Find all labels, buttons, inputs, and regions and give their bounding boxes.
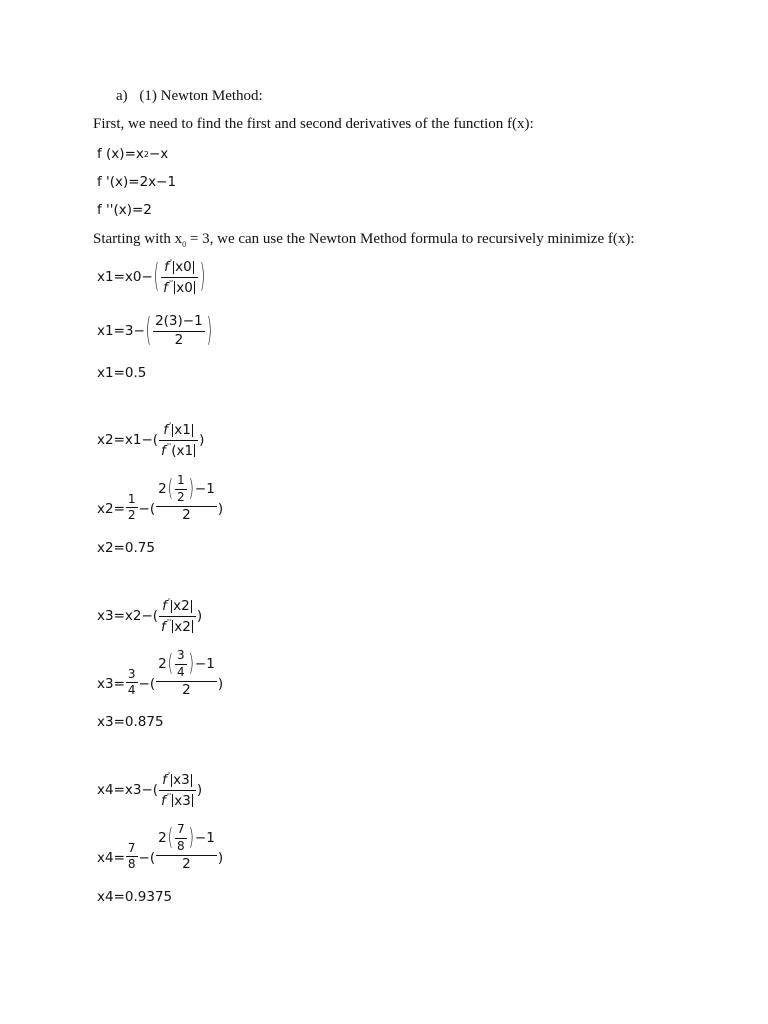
iter2-sub-den: 2 <box>182 506 191 523</box>
paren-open: ( <box>167 823 173 851</box>
iter4-value-fraction <box>126 842 138 873</box>
start-text <box>93 231 635 249</box>
section-title: (1) Newton Method: <box>139 88 263 104</box>
abs-bar <box>192 424 193 437</box>
abs-bar <box>192 794 193 807</box>
paren-open: ( <box>145 311 152 351</box>
f-symbol: f <box>161 618 166 635</box>
iter4-num <box>160 771 195 789</box>
coef-two: 2 <box>158 829 167 846</box>
iter2-value-den: 2 <box>127 508 136 523</box>
iter4-inner-den: 8 <box>177 838 185 853</box>
iter4-sub-num <box>156 823 217 854</box>
iter1-num-arg: x0 <box>175 259 192 275</box>
minus-one: −1 <box>194 655 215 672</box>
abs-bar <box>192 620 193 633</box>
iter2-den-arg: x1 <box>176 442 194 459</box>
paren-close: ) <box>206 311 212 351</box>
iter3-result: x3=0.875 <box>97 714 164 730</box>
iter3-fraction <box>159 597 196 635</box>
abs-bar <box>194 444 195 457</box>
iter3-inner-fraction <box>175 649 187 680</box>
iter1-num <box>162 258 197 276</box>
section-label: a) <box>116 88 128 104</box>
prime-mark: ' <box>169 258 173 267</box>
fraction-bar <box>159 790 196 791</box>
iter3-inner-num: 3 <box>177 648 185 662</box>
prime-mark: ' <box>169 421 172 430</box>
iter4-result: x4=0.9375 <box>97 889 173 905</box>
iter3-formula <box>97 597 202 635</box>
paren-open: ( <box>171 442 177 459</box>
fraction-bar <box>161 277 198 278</box>
iter1-sub-fraction <box>153 314 205 348</box>
iter4-fraction <box>159 771 196 809</box>
paren-close: ) <box>199 432 205 449</box>
iter1-fraction <box>161 258 198 296</box>
iter3-value-fraction <box>126 668 138 699</box>
iter2-num-arg: x1 <box>174 422 191 438</box>
iter1-result: x1=0.5 <box>97 365 147 381</box>
paren-open: ( <box>153 257 160 297</box>
iter3-den-arg: x2 <box>174 618 191 635</box>
intro-text: First, we need to find the first and second derivatives of the function f(x): <box>93 116 534 132</box>
start-sub: 0 <box>182 240 187 249</box>
eq-f-prime: f '(x)=2x−1 <box>97 174 177 190</box>
iter4-num-arg: x3 <box>173 772 190 788</box>
iter3-substitution <box>97 649 223 698</box>
iter1-sub-den: 2 <box>174 331 184 348</box>
iter2-minus: −( <box>138 501 156 518</box>
iter2-substitution <box>97 474 223 523</box>
iter4-minus: −( <box>138 850 156 867</box>
iter3-value-den: 4 <box>127 683 136 698</box>
iter1-sub-lhs: x1=3− <box>97 323 145 340</box>
f-symbol: f <box>161 792 166 809</box>
iter3-sub-lhs: x3= <box>97 676 125 693</box>
eq-f-double-prime: f ''(x)=2 <box>97 202 152 218</box>
iter4-value-num: 7 <box>127 840 136 855</box>
iter4-den-arg: x3 <box>174 792 191 809</box>
iter4-inner-num: 7 <box>177 822 185 836</box>
abs-bar <box>191 600 192 613</box>
iter4-sub-den: 2 <box>182 855 191 872</box>
iter3-den <box>159 618 196 636</box>
iter2-value-num: 1 <box>127 491 136 506</box>
iter4-substitution <box>97 823 223 872</box>
start-post: = 3, we can use the Newton Method formula to recursively minimize f(x): <box>186 231 635 247</box>
iter4-value-den: 8 <box>127 857 136 872</box>
f-symbol: f <box>162 598 167 614</box>
iter1-formula <box>97 258 206 296</box>
abs-bar <box>173 261 174 274</box>
iter2-formula-lhs: x2=x1−( <box>97 432 159 449</box>
prime-mark: '' <box>166 617 172 627</box>
iter2-formula <box>97 421 204 459</box>
paren-close: ) <box>217 501 224 518</box>
paren-open: ( <box>167 474 173 502</box>
iter1-den <box>161 279 198 297</box>
abs-bar <box>171 774 172 787</box>
abs-bar <box>191 774 192 787</box>
iter4-inner-fraction <box>175 823 187 854</box>
iter2-value-fraction <box>126 493 138 524</box>
paren-close: ) <box>188 649 194 677</box>
paren-close: ) <box>196 608 203 625</box>
iter3-num <box>160 597 195 615</box>
eq-f-lhs: f (x)=x <box>97 146 144 162</box>
prime-mark: ' <box>167 771 171 780</box>
iter2-sub-fraction <box>156 474 217 523</box>
paren-open: ( <box>167 649 173 677</box>
iter1-substitution <box>97 311 213 351</box>
iter4-sub-lhs: x4= <box>97 850 125 867</box>
iter3-formula-lhs: x3=x2−( <box>97 608 159 625</box>
f-symbol: f <box>163 422 169 438</box>
iter3-inner-den: 4 <box>177 664 185 679</box>
start-pre: Starting with x <box>93 231 183 247</box>
paren-close: ) <box>188 474 194 502</box>
iter3-minus: −( <box>138 676 156 693</box>
iter2-inner-num: 1 <box>177 473 185 487</box>
f-symbol: f <box>163 279 168 296</box>
eq-f <box>97 146 168 162</box>
abs-bar <box>171 600 172 613</box>
iter3-sub-num <box>156 649 217 680</box>
f-symbol: f <box>164 259 169 275</box>
iter2-sub-num <box>156 474 217 505</box>
fraction-bar <box>159 440 198 441</box>
iter2-result: x2=0.75 <box>97 540 155 556</box>
paren-close: ) <box>217 676 224 693</box>
prime-mark: '' <box>166 791 172 801</box>
iter4-formula-lhs: x4=x3−( <box>97 782 159 799</box>
eq-f-exp: 2 <box>143 149 149 159</box>
fraction-bar <box>159 616 196 617</box>
iter2-sub-lhs: x2= <box>97 501 125 518</box>
f-symbol: f <box>161 442 166 459</box>
prime-mark: '' <box>168 278 174 288</box>
paren-close: ) <box>199 257 206 297</box>
minus-one: −1 <box>194 829 215 846</box>
abs-bar <box>193 261 194 274</box>
prime-mark: '' <box>166 441 172 451</box>
iter3-num-arg: x2 <box>173 598 190 614</box>
iter4-formula <box>97 771 202 809</box>
iter1-sub-num: 2(3)−1 <box>155 313 203 329</box>
abs-bar <box>194 281 195 294</box>
iter3-value-num: 3 <box>127 666 136 681</box>
iter1-formula-lhs: x1=x0− <box>97 269 153 286</box>
paren-close: ) <box>217 850 224 867</box>
iter3-sub-fraction <box>156 649 217 698</box>
paren-close: ) <box>188 823 194 851</box>
iter2-num <box>161 421 196 439</box>
iter4-sub-fraction <box>156 823 217 872</box>
section-heading <box>116 88 263 105</box>
minus-one: −1 <box>194 480 215 497</box>
iter3-sub-den: 2 <box>182 681 191 698</box>
iter1-den-arg: x0 <box>176 279 193 296</box>
prime-mark: ' <box>167 597 171 606</box>
iter2-fraction <box>159 421 198 459</box>
f-symbol: f <box>162 772 167 788</box>
eq-f-rhs: −x <box>148 146 169 162</box>
iter4-den <box>159 792 196 810</box>
iter2-den <box>159 442 198 460</box>
iter2-inner-fraction <box>175 474 187 505</box>
iter2-inner-den: 2 <box>177 489 185 504</box>
coef-two: 2 <box>158 655 167 672</box>
coef-two: 2 <box>158 480 167 497</box>
paren-close: ) <box>196 782 203 799</box>
